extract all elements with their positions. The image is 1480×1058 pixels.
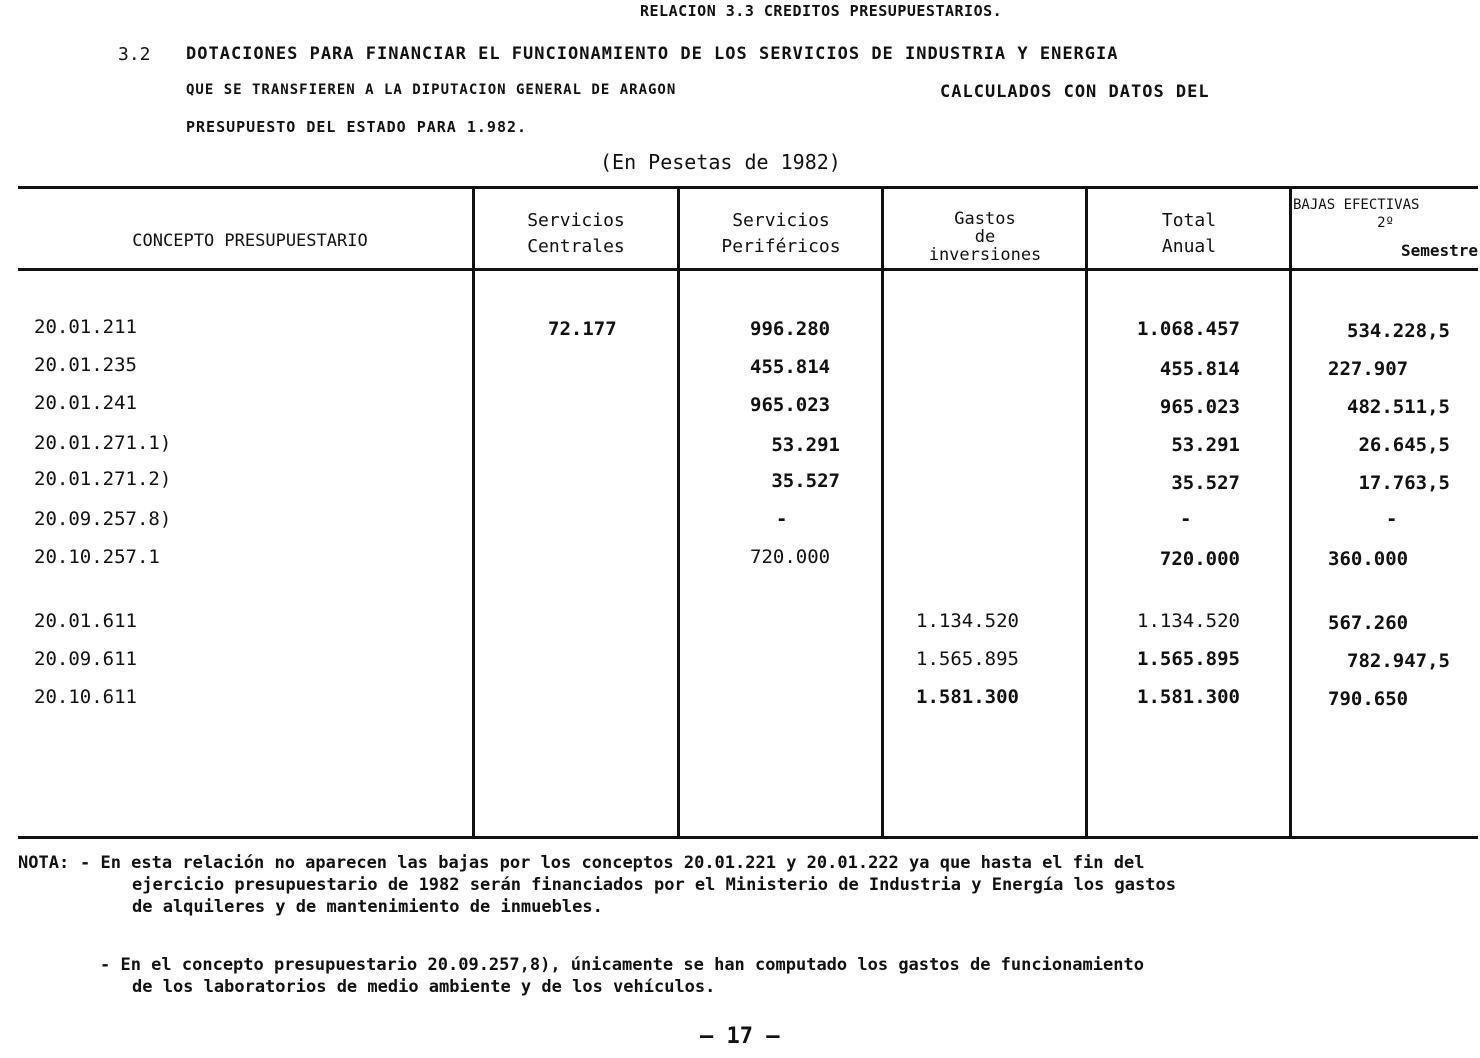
header-centrales-line1: Servicios	[527, 210, 625, 231]
heading-line-1: DOTACIONES PARA FINANCIAR EL FUNCIONAMIENTO DE LOS SERVICIOS DE INDUSTRIA Y ENERGIA	[186, 44, 1119, 64]
column-divider	[1085, 186, 1088, 838]
row-concepto: 20.10.257.1	[34, 546, 160, 568]
row-total: 1.134.520	[1137, 610, 1240, 632]
column-divider	[677, 186, 680, 838]
row-perifericos: 965.023	[750, 394, 831, 416]
row-concepto: 20.01.211	[34, 316, 137, 338]
row-bajas: 567.260	[1328, 612, 1409, 634]
row-perifericos: 996.280	[750, 318, 831, 340]
table-header-rule	[18, 268, 1478, 271]
row-concepto: 20.10.611	[34, 686, 137, 708]
row-total: 965.023	[1159, 396, 1240, 418]
document-title: RELACION 3.3 CREDITOS PRESUPUESTARIOS.	[640, 2, 1003, 20]
row-bajas: 482.511,5	[1347, 396, 1450, 418]
row-bajas: 26.645,5	[1358, 434, 1450, 456]
header-total-line2: Anual	[1161, 236, 1217, 257]
header-total-line1: Total	[1161, 210, 1217, 231]
row-concepto: 20.01.241	[34, 392, 137, 414]
row-total: -	[1180, 508, 1192, 530]
units-caption: (En Pesetas de 1982)	[600, 150, 841, 174]
header-total-anual	[1089, 208, 1289, 260]
note-1-line-2: ejercicio presupuestario de 1982 serán financiados por el Ministerio de Industria y Energía los gastos	[132, 875, 1176, 895]
row-gastos: 1.565.895	[916, 648, 1019, 670]
header-servicios-perifericos	[681, 208, 881, 260]
header-bajas-line1: BAJAS EFECTIVAS	[1293, 197, 1420, 213]
heading-line-2-right: CALCULADOS CON DATOS DEL	[940, 82, 1210, 102]
header-perifericos-line2: Periféricos	[721, 236, 841, 257]
row-bajas: 227.907	[1328, 358, 1409, 380]
column-divider	[472, 186, 475, 838]
heading-line-2: QUE SE TRANSFIEREN A LA DIPUTACION GENERAL DE ARAGON	[186, 82, 677, 98]
header-bajas-line3: Semestre	[1400, 241, 1478, 260]
row-centrales: 72.177	[548, 318, 617, 340]
row-total: 53.291	[1171, 434, 1240, 456]
row-concepto: 20.09.257.8)	[34, 508, 172, 530]
row-bajas: 782.947,5	[1347, 650, 1450, 672]
note-2-line-1: - En el concepto presupuestario 20.09.257,8), únicamente se han computado los gastos de funcionamiento	[100, 955, 1144, 975]
row-gastos: 1.581.300	[916, 686, 1019, 708]
row-perifericos: -	[776, 508, 788, 530]
row-perifericos: 455.814	[750, 356, 831, 378]
row-perifericos: 720.000	[750, 546, 831, 568]
row-concepto: 20.01.611	[34, 610, 137, 632]
row-bajas: 534.228,5	[1347, 320, 1450, 342]
table-bottom-rule	[18, 836, 1478, 839]
row-bajas: -	[1386, 508, 1398, 530]
row-total: 1.068.457	[1137, 318, 1240, 340]
header-concepto: CONCEPTO PRESUPUESTARIO	[132, 231, 368, 251]
row-total: 455.814	[1159, 358, 1240, 380]
note-1-line-1: - En esta relación no aparecen las bajas por los conceptos 20.01.221 y 20.01.222 ya que hasta el fin del	[80, 853, 1145, 873]
note-1-line-3: de alquileres y de mantenimiento de inmuebles.	[132, 897, 603, 917]
row-total: 1.581.300	[1137, 686, 1240, 708]
row-bajas: 790.650	[1328, 688, 1409, 710]
header-gastos-line3: inversiones	[928, 245, 1042, 265]
header-gastos-line2: de	[974, 227, 996, 247]
header-perifericos-line1: Servicios	[732, 210, 830, 231]
header-bajas-line2: 2º	[1377, 215, 1394, 231]
heading-line-3: PRESUPUESTO DEL ESTADO PARA 1.982.	[186, 118, 528, 136]
section-number: 3.2	[118, 44, 151, 65]
header-gastos-inversiones	[885, 210, 1085, 264]
note-label: NOTA:	[18, 853, 70, 873]
header-servicios-centrales	[476, 208, 676, 260]
row-gastos: 1.134.520	[916, 610, 1019, 632]
row-perifericos: 35.527	[771, 470, 840, 492]
row-concepto: 20.01.271.2)	[34, 468, 172, 490]
table-top-rule	[18, 186, 1478, 189]
row-perifericos: 53.291	[771, 434, 840, 456]
row-total: 1.565.895	[1137, 648, 1240, 670]
row-concepto: 20.01.235	[34, 354, 137, 376]
row-total: 35.527	[1171, 472, 1240, 494]
row-bajas: 360.000	[1328, 548, 1409, 570]
header-centrales-line2: Centrales	[527, 236, 625, 257]
row-concepto: 20.09.611	[34, 648, 137, 670]
row-bajas: 17.763,5	[1358, 472, 1450, 494]
header-bajas-efectivas	[1293, 196, 1478, 260]
row-total: 720.000	[1159, 548, 1240, 570]
column-divider	[1289, 186, 1292, 838]
column-divider	[881, 186, 884, 838]
page-number: — 17 —	[700, 1024, 780, 1049]
header-gastos-line1: Gastos	[954, 209, 1016, 229]
row-concepto: 20.01.271.1)	[34, 432, 172, 454]
note-2-line-2: de los laboratorios de medio ambiente y de los vehículos.	[132, 977, 716, 997]
